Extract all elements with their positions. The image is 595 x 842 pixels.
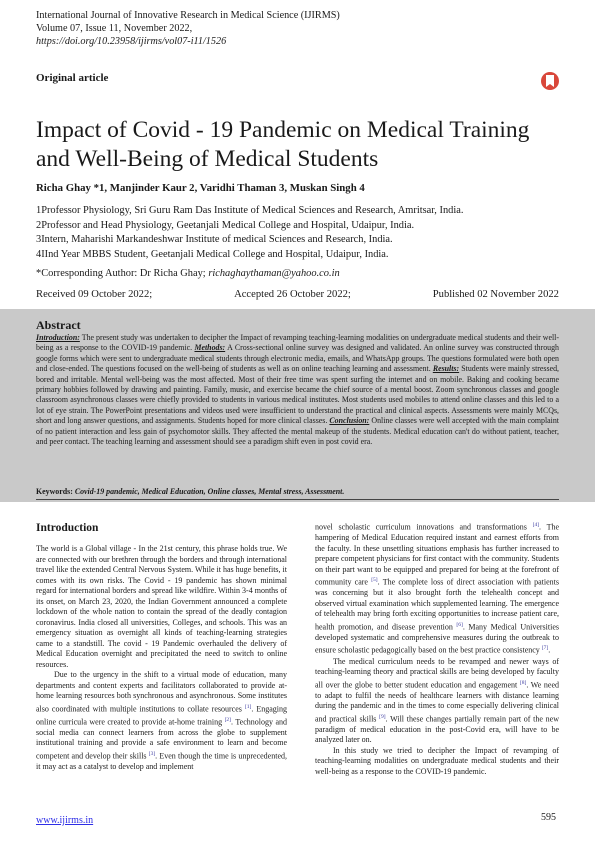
bookmark-badge-icon[interactable] — [541, 72, 559, 90]
article-dates — [36, 289, 559, 300]
citation-link[interactable]: [2] — [224, 716, 231, 723]
text-run: Due to the urgency in the shift to a virtual mode of education, many departments and content experts and facilitators collaborated to provide at-home learning resources both synchronous and asynchronous. Some institutes also coordinated with multiple institutions to collate resources — [36, 670, 287, 714]
abstract-conclusion-label: Conclusion: — [329, 416, 370, 426]
corresponding-author — [36, 268, 340, 279]
affiliation-list — [36, 204, 463, 262]
keywords-line — [36, 487, 344, 496]
abstract-methods-label: Methods: — [194, 343, 226, 353]
citation-link[interactable]: [4] — [532, 522, 540, 528]
citation-link[interactable]: [5] — [371, 577, 378, 584]
abstract-intro-text: The present study was undertaken to decipher the Impact of revamping teaching-learning modalities on undergraduate medical students and their well-being as a response to the COVID-19 pandemic. — [36, 333, 559, 353]
right-column — [315, 520, 559, 777]
intro-paragraph-5: In this study we tried to decipher the Impact of revamping of teaching-learning modalities on undergraduate medical students and their well-being as a response to the COVID-19 pandemic. — [315, 745, 559, 776]
intro-paragraph-2 — [36, 670, 287, 772]
abstract-methods-text: A Cross-sectional online survey was designed and validated. An online survey was constructed through google forms which were sent to undergraduate medical students through electronic media, emails, and WhatsApp groups. The questions formulated were both open and close-ended. The questions focused on the well-being of students as well as on online teaching learning and assessment. — [36, 343, 559, 374]
published-date: Published 02 November 2022 — [432, 289, 559, 300]
abstract-intro-label: Introduction: — [36, 333, 80, 342]
citation-link[interactable]: [8] — [519, 679, 527, 686]
affiliation-item: 1Professor Physiology, Sri Guru Ram Das Institute of Medical Sciences and Research, Amritsar, India. — [36, 205, 464, 216]
intro-paragraph-1: The world is a Global village - In the 21st century, this phrase holds true. We are connected with our brethren through the borders and through international travel like the extended Central Nervous System. While it has huge benefits, it comes with its own risks. The Covid - 19 pandemic has shown minimal regard for international borders and spread like wildfire. Within 3-4 months of its onset, on March 23, 2020, the Indian Government announced a complete lockdown of the whole nation to contain the spread of the deadly contagion coronavirus. India closed all universities, Colleges, and schools. This was an emergency situation as overnight all kinds of teaching-learning strategies came to a standstill. The covid - 19 Pandemic overhauled the delivery of Medical Education overnight and precipitated the need to switch to online resources. — [36, 544, 287, 669]
corresponding-email[interactable]: richaghaythaman@yahoo.co.in — [208, 268, 340, 279]
abstract-results-label: Results: — [432, 364, 460, 374]
keywords-text: Covid-19 pandemic, Medical Education, Online classes, Mental stress, Assessment. — [74, 487, 345, 496]
text-run: . We need to adapt to fulfil the needs of healthcare learners with distance learning during the pandemic and in the times to come especially delivering clinical and practical skills — [315, 680, 559, 724]
affiliation-item: 2Professor and Head Physiology, Geetanjali Medical College and Hospital, Udaipur, India. — [36, 219, 415, 231]
journal-header — [36, 9, 340, 48]
text-run: . Technology and social media can connect learners from across the globe to supplement institutional training and provide a safe environment to learn and become competent and develop their skills — [36, 717, 287, 761]
page-number: 595 — [541, 812, 556, 823]
journal-volume: Volume 07, Issue 11, November 2022, — [36, 23, 193, 34]
citation-link[interactable]: [7] — [541, 645, 549, 652]
keywords-divider — [36, 499, 559, 500]
keywords-label: Keywords: — [36, 487, 73, 496]
abstract-conclusion-text: Online classes were well accepted with the main complaint of no patient interaction and less gain of psychomotor skills. They affected the mental makeup of the students. Medical education can't do without patient, teacher, and peer contact. The teaching learning and assessment should see a paradigm shift even in post covid era. — [36, 416, 559, 447]
accepted-date: Accepted 26 October 2022; — [234, 289, 351, 300]
corresponding-label: *Corresponding Author: Dr Richa Ghay; — [36, 268, 206, 279]
text-run: . — [548, 646, 551, 656]
abstract-body — [36, 333, 559, 447]
page-title: Impact of Covid - 19 Pandemic on Medical Training and Well-Being of Medical Students — [36, 117, 530, 172]
introduction-heading: Introduction — [36, 522, 99, 534]
text-run: . Many Medical Universities developed systematic and comprehensive measures during the outbreak to ensure scholastic pedagogically based on the best practice consistency — [315, 622, 559, 656]
doi-link[interactable]: https://doi.org/10.23958/ijirms/vol07-i11/1526 — [36, 36, 227, 47]
affiliation-item: 4IInd Year MBBS Student, Geetanjali Medical College and Hospital, Udaipur, India. — [36, 248, 389, 260]
journal-name: International Journal of Innovative Research in Medical Science (IJIRMS) — [36, 10, 340, 21]
text-run: . The complete loss of direct association with patients was concerning but it also brought forth the telehealth concept and observed virtual examination which supplemented learning. The emergence of telehealth may bring forth exciting opportunities to increase patient care, health promotion, and disease prevention — [315, 577, 559, 632]
citation-link[interactable]: [3] — [148, 750, 156, 757]
text-run: The medical curriculum needs to be revamped and newer ways of teaching-learning theory and practical skills are being developed by faculty all over the globe to better student education and engagement — [315, 656, 559, 690]
intro-paragraph-3 — [315, 520, 559, 657]
journal-website-link[interactable]: www.ijirms.in — [36, 815, 94, 826]
left-column — [36, 544, 287, 772]
received-date: Received 09 October 2022; — [36, 289, 153, 300]
abstract-results-text: Students were mainly stressed, bored and irritable. Mental well-being was the most affected. Most of their free time was spent surfing the internet and on mobile. Baking and cooking became primary hobbies followed by drawing and painting. Family, music, and exercise became the chief source of a mental boost. Zoom synchronous classes and google classroom asynchronous classes were chiefly provided to students in various medical institutes. Most students used mobiles to attend online classes and this led to a lot of eye strain. The PowerPoint presentations and videos used were insufficient to understand the practical and clinical aspects. Assessments were mainly MCQs, short and long answer questions, and assignments. Students hoped for more clinical classes. — [36, 364, 559, 426]
abstract-heading: Abstract — [36, 318, 81, 332]
text-run: . Even though the time is unprecedented, it may act as a catalyst to develop and implement — [36, 751, 287, 771]
citation-link[interactable]: [6] — [456, 621, 463, 628]
text-run: . The hampering of Medical Education required instant and earnest efforts from the faculty. In these unsettling situations emphasis has further increased to prepare competent physicians for first contact with the community. Students on their part want to be equipped and prepared for being at the forefront of community care — [315, 522, 560, 587]
intro-paragraph-4 — [315, 657, 559, 746]
text-run: . Will these changes partially remain part of the new paradigm of medical education in the post-Covid era, will have to be analyzed later on. — [315, 714, 559, 745]
author-list: Richa Ghay *1, Manjinder Kaur 2, Varidhi Thaman 3, Muskan Singh 4 — [36, 182, 365, 194]
text-run: novel scholastic curriculum innovations and transformations — [315, 522, 533, 532]
text-run: . Engaging online curricula were created to provide at-home training — [36, 704, 287, 727]
citation-link[interactable]: [9] — [379, 713, 386, 720]
citation-link[interactable]: [1] — [244, 703, 252, 710]
article-type: Original article — [36, 72, 109, 84]
affiliation-item: 3Intern, Maharishi Markandeshwar Institute of medical Sciences and Research, India. — [36, 234, 393, 245]
